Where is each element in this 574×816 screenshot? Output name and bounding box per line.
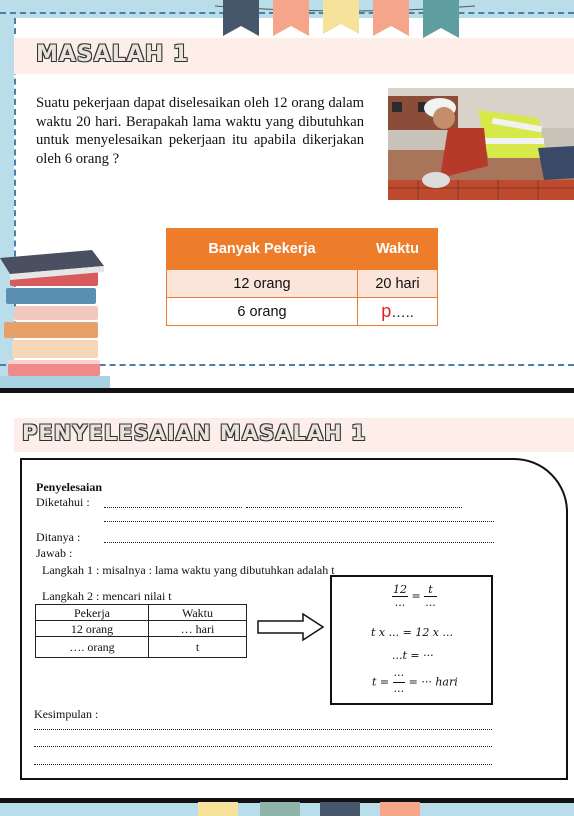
right-arrow-icon (257, 612, 325, 642)
solution-table-header (36, 605, 247, 621)
footer-strip (0, 798, 574, 816)
fraction-right-numerator: t (424, 584, 437, 597)
equation-result (372, 670, 458, 695)
equation-cross-multiply: t x ... = 12 x ... (371, 626, 454, 639)
equals-sign: = (411, 589, 421, 603)
equation-isolate-t: ...t = ··· (392, 649, 434, 662)
table-row (167, 298, 438, 326)
kesimpulan-blank-2 (34, 746, 492, 747)
table-row (167, 270, 438, 298)
result-fraction (393, 670, 406, 695)
equation-proportion (392, 584, 437, 609)
fraction-right (424, 584, 437, 609)
ditanya-blank (104, 542, 494, 543)
header-waktu: Waktu (357, 229, 437, 270)
result-numerator: ··· (393, 669, 405, 682)
solution-heading: Penyelesaian (36, 480, 102, 494)
worker-photo (388, 88, 574, 200)
header-waktu: Waktu (149, 605, 247, 621)
diketahui-blank-3 (104, 521, 494, 522)
kesimpulan-blank-3 (34, 764, 492, 765)
solution-table (35, 604, 247, 658)
cell-pekerja: 6 orang (167, 298, 358, 326)
kesimpulan-blank-1 (34, 729, 492, 730)
cell-waktu-dots: ….. (391, 305, 414, 321)
fraction-left-denominator: ... (394, 596, 406, 609)
diketahui-blank-2 (246, 507, 462, 508)
cell-waktu: … hari (149, 621, 247, 637)
solution-title: PENYELESAIAN MASALAH 1 (22, 421, 367, 445)
result-left: t = (372, 675, 390, 689)
kesimpulan-label: Kesimpulan : (34, 707, 99, 721)
problem-title: MASALAH 1 (36, 42, 190, 67)
langkah-1-text: Langkah 1 : misalnya : lama waktu yang dibutuhkan adalah t (42, 563, 335, 577)
fraction-left-numerator: 12 (393, 583, 407, 596)
fraction-left (392, 584, 408, 609)
bunting-flags-decoration (215, 0, 475, 40)
problem-text: Suatu pekerjaan dapat diselesaikan oleh 12 orang dalam waktu 20 hari. Berapakah lama waktu yang dibutuhkan untuk menyelesaikan pekerjaan itu apabila dikerjakan oleh 6 orang ? (36, 95, 364, 167)
diketahui-label: Diketahui : (36, 495, 90, 509)
section-divider (0, 388, 574, 393)
handwritten-p-mark: p (381, 301, 392, 321)
langkah-2-text: Langkah 2 : mencari nilai t (42, 589, 172, 603)
table-row (36, 621, 247, 637)
header-pekerja: Pekerja (36, 605, 149, 621)
problem-table (166, 228, 438, 326)
cell-waktu-unknown (357, 298, 437, 326)
cell-pekerja: …. orang (36, 637, 149, 658)
header-banyak-pekerja: Banyak Pekerja (167, 229, 358, 270)
cell-waktu: 20 hari (357, 270, 437, 298)
problem-table-header (167, 229, 438, 270)
result-right: = ··· hari (408, 675, 458, 689)
book-stack-decoration (0, 240, 110, 390)
diketahui-blank-1 (104, 507, 242, 508)
footer-bunting-decoration (190, 802, 450, 816)
cell-pekerja: 12 orang (36, 621, 149, 637)
ditanya-label: Ditanya : (36, 530, 81, 544)
result-denominator: ... (393, 682, 405, 695)
fraction-right-denominator: ... (425, 596, 436, 609)
jawab-label: Jawab : (36, 546, 73, 560)
table-row (36, 637, 247, 658)
cell-waktu: t (149, 637, 247, 658)
cell-pekerja: 12 orang (167, 270, 358, 298)
